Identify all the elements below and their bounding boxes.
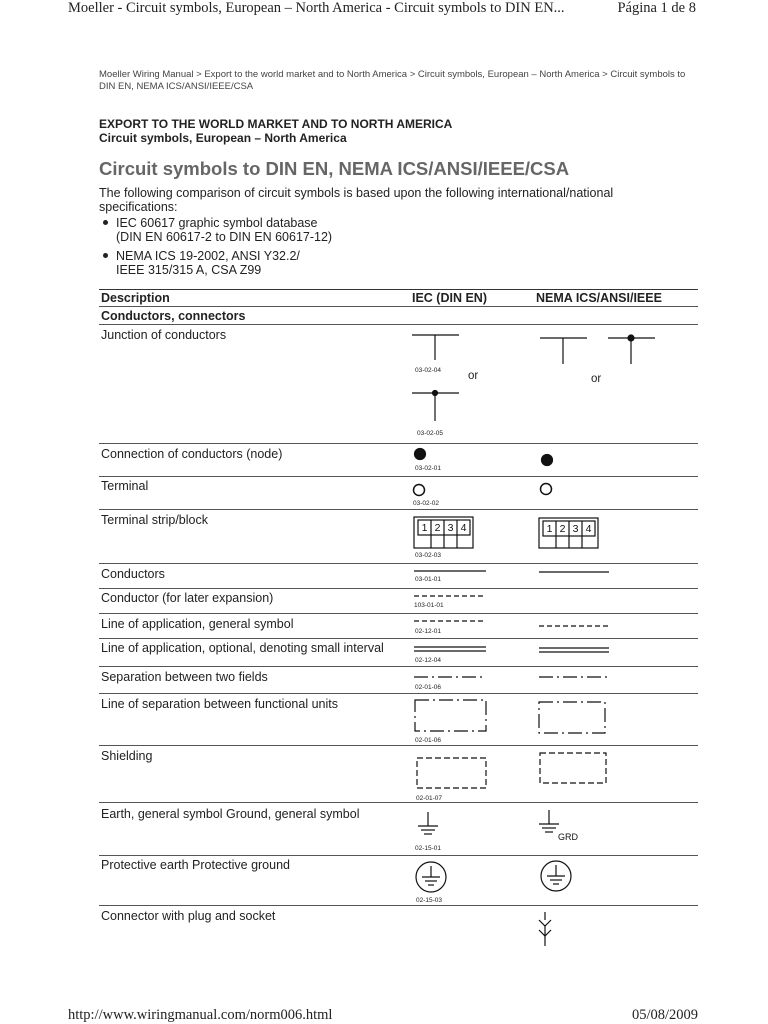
row-label: Line of application, general symbol [101,617,294,631]
section-title: EXPORT TO THE WORLD MARKET AND TO NORTH AMERICA [99,117,453,131]
or-label: or [468,370,479,382]
symbol-code: 02-01-06 [415,684,442,691]
terminal-number: 4 [460,522,467,534]
row-label: Line of separation between functional units [101,697,338,711]
terminal-number: 4 [585,523,592,535]
row-label: Conductors [101,567,165,581]
symbol-code: 03-02-04 [415,367,442,374]
functional-unit-boundary-symbol [415,700,486,731]
symbol-code: 103-01-01 [414,602,444,609]
symbol-code: 02-15-03 [416,897,443,904]
terminal-circle-symbol [541,484,552,495]
node-dot-symbol [415,449,426,460]
terminal-number: 1 [421,522,428,534]
protective-earth-symbol [416,862,446,892]
breadcrumb[interactable]: Moeller Wiring Manual > Export to the world market and to North America > Circuit symbols, European – North America > Circuit symbols to DIN EN, NEMA ICS/ANSI/IEEE/CSA [99,69,686,92]
symbol-code: 02-15-01 [415,845,442,852]
symbol-code: 03-02-03 [415,552,442,559]
bullet-line: IEEE 315/315 A, CSA Z99 [116,263,262,277]
terminal-number: 1 [546,523,553,535]
terminal-number: 3 [572,523,579,535]
application-optional-symbol [414,647,486,651]
plug-socket-symbol [539,912,551,946]
row-label: Connector with plug and socket [101,909,276,923]
symbol-code: 02-12-04 [415,657,442,664]
protective-ground-symbol [541,861,571,891]
application-optional-symbol [539,648,609,652]
row-label: Junction of conductors [101,328,227,342]
shielding-symbol [540,753,606,783]
header-description: Description [101,291,170,305]
row-label: Earth, general symbol Ground, general symbol [101,807,360,821]
symbol-code: 03-01-01 [415,576,442,583]
group-heading: Conductors, connectors [101,309,246,323]
header-nema: NEMA ICS/ANSI/IEEE [536,291,662,305]
row-label: Connection of conductors (node) [101,447,283,461]
symbol-code: 02-12-01 [415,628,442,635]
row-label: Separation between two fields [101,670,268,684]
row-label: Line of application, optional, denoting small interval [101,641,384,655]
symbol-code: 02-01-07 [416,795,443,802]
page-url: http://www.wiringmanual.com/norm006.html [68,1007,333,1023]
junction-node-symbol [412,391,459,422]
header-iec: IEC (DIN EN) [412,291,487,305]
junction-t-symbol [540,338,587,364]
browser-title: Moeller - Circuit symbols, European – North America - Circuit symbols to DIN EN... [68,0,565,16]
row-label: Terminal strip/block [101,513,208,527]
intro-text: The following comparison of circuit symbols is based upon the following international/national specifications: [99,186,614,214]
symbol-code: 03-02-02 [413,500,440,507]
earth-symbol [418,812,438,834]
symbol-code: 03-02-01 [415,465,442,472]
page-title: Circuit symbols to DIN EN, NEMA ICS/ANSI/IEEE/CSA [99,158,570,179]
terminal-number: 2 [434,522,441,534]
or-label: or [591,373,602,385]
shielding-symbol [417,758,486,788]
bullet-line: (DIN EN 60617-2 to DIN EN 60617-12) [116,230,333,244]
terminal-circle-symbol [414,485,425,496]
terminal-number: 2 [559,523,566,535]
junction-t-symbol [412,335,459,360]
functional-unit-boundary-symbol [539,702,605,733]
row-label: Shielding [101,749,153,763]
symbol-code: 03-02-05 [417,430,444,437]
bullet-line: NEMA ICS 19-2002, ANSI Y32.2/ [116,249,300,263]
row-label: Terminal [101,479,149,493]
symbol-code: 02-01-06 [415,737,442,744]
node-dot-symbol [542,455,553,466]
print-date: 05/08/2009 [631,1007,698,1023]
ground-symbol [539,810,559,832]
page-indicator: Página 1 de 8 [617,0,696,16]
row-label: Protective earth Protective ground [101,858,290,872]
junction-node-symbol [608,335,655,364]
section-subtitle: Circuit symbols, European – North America [99,131,347,145]
row-label: Conductor (for later expansion) [101,591,274,605]
bullet-line: IEC 60617 graphic symbol database [116,216,318,230]
terminal-number: 3 [447,522,454,534]
grd-label: GRD [558,832,578,842]
